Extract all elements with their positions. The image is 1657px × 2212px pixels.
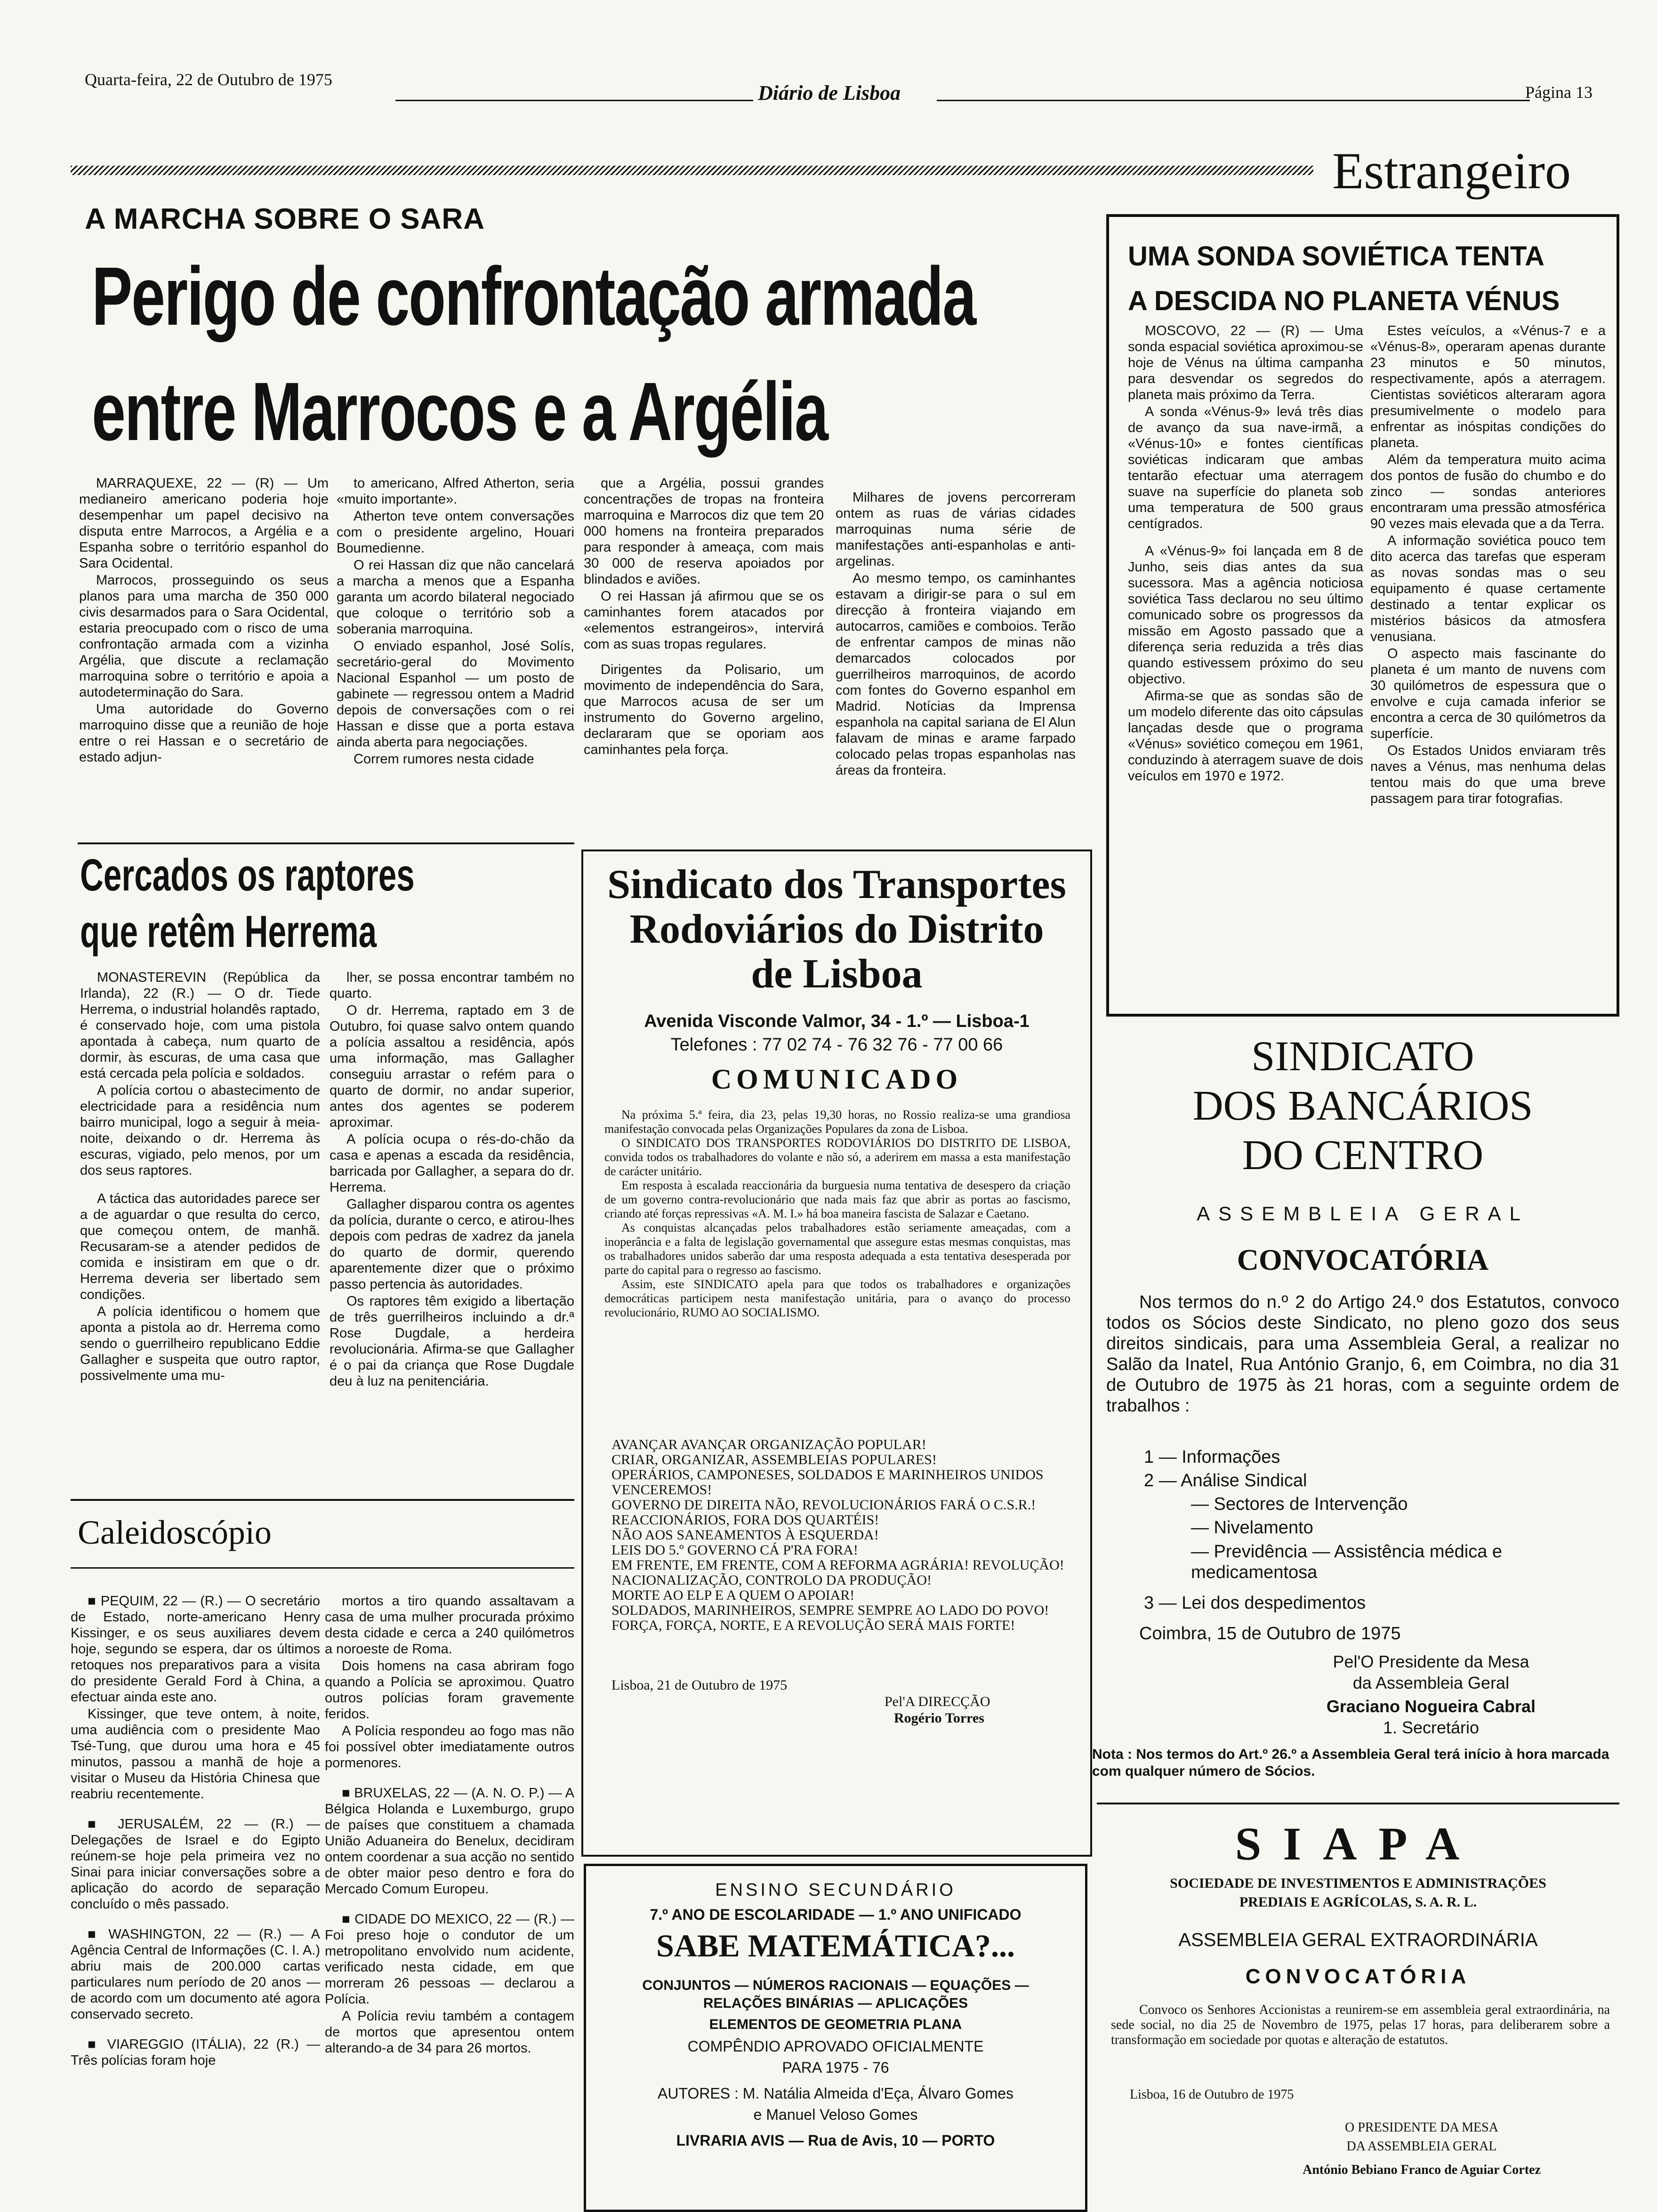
caleido-viareggio-cont-2: Dois homens na casa abriram fogo quando a Polícia se aproximou. Quatro outros polícias foram gravemente feridos. [325, 1659, 574, 1722]
bancarios-assembleia: ASSEMBLEIA GERAL [1197, 1202, 1529, 1225]
header-rule-left [395, 100, 753, 101]
venus-column-2 [1370, 323, 1606, 1001]
marcha-col2-p3: O rei Hassan diz que não cancelará a marcha a menos que a Espanha garanta um acordo bilateral negociado que coloque o território sob a soberania marroquina. [337, 558, 574, 637]
marcha-col1-p3: Uma autoridade do Governo marroquino disse que a reunião de hoje entre o rei Hassan e o secretário de estado adjun- [79, 702, 329, 765]
ensino-livraria: LIVRARIA AVIS — Rua de Avis, 10 — PORTO [676, 2132, 995, 2149]
herrema-col1-p3: A táctica das autoridades parece ser a de aguardar o que resulta do cerco, que começou ontem, de manhã. Recusaram-se a atender pedidos de comida e insistiram em que o dr. Herrema deveria ser libertado sem condições. [80, 1191, 320, 1302]
slogan-2: CRIAR, ORGANIZAR, ASSEMBLEIAS POPULARES! [611, 1452, 937, 1467]
marcha-column-2 [337, 475, 574, 838]
bancarios-item-2: 2 — Análise Sindical [1144, 1471, 1307, 1491]
marcha-col1-p2: Marrocos, prosseguindo os seus planos para uma marcha de 350 000 civis desarmados para o Sara Ocidental, estaria preocupado com o risco de uma confrontação armada com a vizinha Argélia, que discute a reclamação marroquina sobre o território e apoia a autodeterminação do Sara. [79, 573, 329, 700]
page-number: Página 13 [1525, 83, 1593, 102]
marcha-kicker: A MARCHA SOBRE O SARA [85, 203, 485, 235]
transportes-date: Lisboa, 21 de Outubro de 1975 [611, 1677, 788, 1693]
siapa-sign-2: DA ASSEMBLEIA GERAL [1346, 2139, 1497, 2154]
marcha-col4-p2: Ao mesmo tempo, os caminhantes estavam a dirigir-se para o sul em direcção à fronteira viajando em autocarros, camiões e comboios. Terão de enfrentar campos de minas não demarcados colocados por guerrilheiros marroquinos, de acordo com fontes do Governo espanhol em Madrid. Notícias da Imprensa espanhola na capital sariana de El Alun falavam de minas e arame farpado colocado pelas tropas espanholas nas áreas da fronteira. [836, 571, 1076, 778]
caleido-item-bruxelas: ■ BRUXELAS, 22 — (A. N. O. P.) — A Bélgica Holanda e Luxemburgo, grupo de países que constituem a chamada União Aduaneira do Benelux, decidiram ontem coordenar a sua acção no sentido de obter maior peso dentro e fora do Mercado Comum Europeu. [325, 1785, 574, 1897]
venus-col2-p5: Os Estados Unidos enviaram três naves a Vénus, mas nenhuma delas tentou mais do que uma breve passagem para tirar fotografias. [1370, 743, 1606, 806]
bancarios-sign-4: 1. Secretário [1383, 1718, 1480, 1737]
herrema-col2-p1: lher, se possa encontrar também no quarto. [330, 970, 574, 1001]
herrema-headline-1: Cercados os raptores [80, 850, 415, 900]
paper-name: Diário de Lisboa [758, 81, 901, 104]
bancarios-title-1: SINDICATO [1251, 1033, 1474, 1080]
marcha-col3-p3: Dirigentes da Polisario, um movimento de independência do Sara, que Marrocos acusa de ser um instrumento do Governo argelino, declararam que se oporiam aos caminhantes pela força. [584, 662, 824, 757]
caleidoscopio-top-rule [71, 1499, 574, 1501]
slogan-12: FORÇA, FORÇA, NORTE, E A REVOLUÇÃO SERÁ MAIS FORTE! [611, 1618, 1015, 1633]
caleidoscopio-title: Caleidoscópio [78, 1514, 272, 1551]
transportes-sign-1: Pel'A DIRECÇÃO [885, 1694, 990, 1709]
caleido-item-jerusalem: ■ JERUSALÉM, 22 — (R.) — Delegações de Israel e do Egipto reúnem-se hoje pela primeira vez no Sinai para iniciar conversações sobre a aplicação do acordo de separação concluído o mês passado. [71, 1816, 320, 1912]
venus-col2-p4: O aspecto mais fascinante do planeta é um manto de nuvens com 30 quilómetros de espessura que o envolve e cuja camada inferior se encontra a cerca de 30 quilómetros da superfície. [1370, 646, 1606, 741]
ensino-autores-2: e Manuel Veloso Gomes [753, 2106, 918, 2123]
transportes-ad-box [581, 850, 1092, 1857]
transportes-para-3: Em resposta à escalada reaccionária da burguesia numa tentativa de desespero da criação de um governo contra-revolucionário que nada mais faz que abrir as portas ao fascismo, criando até forças repressivas «A. M. I.» há boa maneira fascista de Salazar e Caetano. [604, 1178, 1070, 1220]
venus-col1-p3: A «Vénus-9» foi lançada em 8 de Junho, seis dias antes da sua sucessora. Mas a agência noticiosa soviética Tass declarou no seu último comunicado sobre os progressos da missão em Agosto passado que a diferença seria reduzida a três dias quando estivessem próximo do seu objectivo. [1128, 544, 1363, 687]
herrema-column-1 [80, 970, 320, 1487]
marcha-col2-p1: to americano, Alfred Atherton, seria «muito importante». [337, 476, 574, 507]
bancarios-item-6: 3 — Lei dos despedimentos [1144, 1593, 1366, 1613]
marcha-column-1 [79, 475, 329, 838]
venus-column-1 [1128, 323, 1363, 1001]
siapa-sub-1: SOCIEDADE DE INVESTIMENTOS E ADMINISTRAÇÕES [1170, 1875, 1546, 1891]
transportes-comunicado: COMUNICADO [711, 1064, 963, 1095]
bancarios-item-4: — Nivelamento [1191, 1518, 1313, 1538]
herrema-col1-p2: A polícia cortou o abastecimento de electricidade para a residência num bairro municipal, logo a seguir à meia-noite, deixando o dr. Herrema às escuras, vigiado, pelo menos, por um dos seus raptores. [80, 1083, 320, 1178]
ensino-title: SABE MATEMÁTICA?... [656, 1928, 1015, 1964]
transportes-para-1: Na próxima 5.ª feira, dia 23, pelas 19,30 horas, no Rossio realiza-se uma grandiosa manifestação convocada pelas Organizações Populares da zona de Lisboa. [604, 1108, 1070, 1136]
herrema-col1-p4: A polícia identificou o homem que aponta a pistola ao dr. Herrema como sendo o guerrilheiro republicano Eddie Gallagher e suspeita que outro raptor, possivelmente uma mu- [80, 1304, 320, 1383]
slogan-10: MORTE AO ELP E A QUEM O APOIAR! [611, 1587, 855, 1603]
ensino-line-1: ENSINO SECUNDÁRIO [715, 1880, 956, 1900]
slogan-5: REACCIONÁRIOS, FORA DOS QUARTÉIS! [611, 1512, 879, 1528]
herrema-col2-p2: O dr. Herrema, raptado em 3 de Outubro, foi quase salvo ontem quando a polícia assaltou a residência, após uma informação, mas Gallagher conseguiu arrastar o refém para o quarto de dormir, no andar superior, antes dos agentes se poderem aproximar. [330, 1003, 574, 1130]
ensino-topics-2: ELEMENTOS DE GEOMETRIA PLANA [709, 2017, 962, 2032]
marcha-headline-1: Perigo de confrontação armada [92, 250, 975, 343]
marcha-col4-p1: Milhares de jovens percorreram ontem as ruas de várias cidades marroquinas numa série de manifestações anti-espanholas e anti-argelinas. [836, 490, 1076, 569]
caleido-item-pequim: ■ PEQUIM, 22 — (R.) — O secretário de Estado, norte-americano Henry Kissinger, e os seus auxiliares devem hoje, segundo se espera, dar os últimos retoques nos preparativos para a visita do presidente Gerald Ford à China, a efectuar ainda este ano. [71, 1593, 320, 1705]
venus-col1-p4: Afirma-se que as sondas são de um modelo diferente das oito cápsulas lançadas desde que o programa «Vénus» soviético começou em 1961, conduzindo à aterragem suave de dois veículos em 1970 e 1972. [1128, 689, 1363, 784]
transportes-body [604, 1108, 1070, 1433]
page-date: Quarta-feira, 22 de Outubro de 1975 [85, 70, 332, 89]
caleido-viareggio-cont-3: A Polícia respondeu ao fogo mas não foi possível obter imediatamente outros pormenores. [325, 1723, 574, 1771]
transportes-para-5: Assim, este SINDICATO apela para que todos os trabalhadores e organizações democráticas participem nesta manifestação unitária, para o avanço do processo revolucionário, RUMO AO SOCIALISMO. [604, 1277, 1070, 1319]
transportes-address: Avenida Visconde Valmor, 34 - 1.º — Lisboa-1 [644, 1011, 1030, 1031]
venus-headline-1: UMA SONDA SOVIÉTICA TENTA [1128, 241, 1545, 272]
transportes-slogans [611, 1437, 1070, 1670]
siapa-date: Lisboa, 16 de Outubro de 1975 [1130, 2087, 1294, 2102]
caleido-item-mexico: ■ CIDADE DO MEXICO, 22 — (R.) — Foi preso hoje o condutor de um metropolitano envolvido num acidente, verificado nesta cidade, em que morreram 26 pessoas — declarou a Polícia. [325, 1911, 574, 2007]
transportes-title-2: Rodoviários do Distrito [629, 906, 1044, 952]
bancarios-sign-3: Graciano Nogueira Cabral [1326, 1697, 1536, 1716]
bancarios-item-1: 1 — Informações [1144, 1447, 1280, 1467]
bancarios-sign-2: da Assembleia Geral [1352, 1673, 1510, 1692]
herrema-col1-p1: MONASTEREVIN (República da Irlanda), 22 (R.) — O dr. Tiede Herrema, o industrial holandês raptado, é conservado hoje, com uma pistola apontada à cabeça, num quarto de dormir, às escuras, de uma casa que está cercada pela polícia e soldados. [80, 970, 320, 1081]
bancarios-date: Coimbra, 15 de Outubro de 1975 [1139, 1624, 1401, 1643]
slogan-9: NACIONALIZAÇÃO, CONTROLO DA PRODUÇÃO! [611, 1572, 932, 1588]
marcha-headline-2: entre Marrocos e a Argélia [92, 366, 828, 458]
slogan-3: OPERÁRIOS, CAMPONESES, SOLDADOS E MARINHEIROS UNIDOS VENCEREMOS! [611, 1467, 1044, 1498]
herrema-column-2 [330, 970, 574, 1487]
venus-col2-p1: Estes veículos, a «Vénus-7 e a «Vénus-8», operaram apenas durante 23 minutos e 50 minutos, respectivamente, após a aterragem. Cientistas soviéticos alteraram agora presumivelmente o modelo para enfrentar as inóspitas condições do planeta. [1370, 323, 1606, 450]
transportes-title-3: de Lisboa [751, 951, 923, 997]
venus-col2-p2: Além da temperatura muito acima dos pontos de fusão do chumbo e do zinco — sondas anteriores encontraram uma pressão atmosférica 90 vezes mais elevada que a da Terra. [1370, 452, 1606, 531]
venus-col2-p3: A informação soviética pouco tem dito acerca das tarefas que esperam as novas sondas mas o seu equipamento é quase certamente destinado a tentar explicar os mistérios básicos da atmosfera venusiana. [1370, 533, 1606, 644]
caleido-viareggio-cont-1: mortos a tiro quando assaltavam a casa de uma mulher procurada próximo desta cidade e cerca a 240 quilómetros a noroeste de Roma. [325, 1594, 574, 1657]
marcha-col3-p2: O rei Hassan já afirmou que se os caminhantes forem atacados por «elementos estrangeiros», intervirá com as suas tropas regulares. [584, 589, 824, 652]
marcha-col1-p1: MARRAQUEXE, 22 — (R) — Um medianeiro americano poderia hoje desempenhar um papel decisivo na disputa entre Marrocos, a Argélia e a Espanha sobre o território espanhol do Sara Ocidental. [79, 476, 329, 571]
siapa-sub-2: PREDIAIS E AGRÍCOLAS, S. A. R. L. [1239, 1894, 1477, 1910]
ensino-compendio-2: PARA 1975 - 76 [782, 2059, 889, 2076]
slogan-7: LEIS DO 5.º GOVERNO CÁ P'RA FORA! [611, 1542, 858, 1558]
transportes-para-2: O SINDICATO DOS TRANSPORTES RODOVIÁRIOS DO DISTRITO DE LISBOA, convida todos os trabalhadores do volante e não só, a aderirem em massa a esta manifestação de carácter unitário. [604, 1136, 1070, 1178]
herrema-headline-2: que retêm Herrema [80, 906, 377, 957]
venus-headline-2: A DESCIDA NO PLANETA VÉNUS [1128, 286, 1560, 316]
venus-article-box [1106, 214, 1619, 1017]
bancarios-title-3: DO CENTRO [1242, 1132, 1484, 1178]
marcha-column-3 [584, 475, 824, 838]
marcha-col2-p4: O enviado espanhol, José Solís, secretário-geral do Movimento Nacional Espanhol — um posto de gabinete — regressou ontem a Madrid depois de conversações com o rei Hassan e disse que a porta estava ainda aberta para negociações. [337, 639, 574, 750]
header-rule-right [937, 100, 1530, 101]
transportes-para-4: As conquistas alcançadas pelos trabalhadores estão seriamente ameaçadas, com a inoperância e a falta de legislação governamental que assegure estas mesmas conquistas, mas os trabalhadores unidos saberão dar uma resposta adequada a esta tentativa desesperada por parte do capital para o regresso ao fascismo. [604, 1221, 1070, 1277]
caleido-mexico-cont: A Polícia reviu também a contagem de mortos que apresentou ontem alterando-a de 34 para 26 mortos. [325, 2009, 574, 2056]
bancarios-sign-1: Pel'O Presidente da Mesa [1333, 1652, 1529, 1671]
bancarios-intro: Nos termos do n.º 2 do Artigo 24.º dos Estatutos, convoco todos os Sócios deste Sindicato, no pleno gozo dos seus direitos sindicais, para uma Assembleia Geral, a realizar no Salão da Inatel, Rua António Granjo, 6, em Coimbra, no dia 31 de Outubro de 1975 às 21 horas, com a seguinte ordem de trabalhos : [1106, 1292, 1619, 1416]
marcha-col2-p2: Atherton teve ontem conversações com o presidente argelino, Houari Boumedienne. [337, 509, 574, 556]
marcha-col2-p5: Correm rumores nesta cidade [354, 752, 534, 767]
siapa-title: SIAPA [1235, 1818, 1481, 1870]
ensino-line-2: 7.º ANO DE ESCOLARIDADE — 1.º ANO UNIFICADO [650, 1906, 1022, 1923]
marcha-column-4 [836, 489, 1076, 838]
ensino-compendio-1: COMPÊNDIO APROVADO OFICIALMENTE [687, 2038, 984, 2055]
bancarios-item-3: — Sectores de Intervenção [1191, 1494, 1408, 1514]
bancarios-bottom-rule [1097, 1803, 1619, 1804]
siapa-text: Convoco os Senhores Accionistas a reunirem-se em assembleia geral extraordinária, na sede social, no dia 25 de Novembro de 1975, pelas 17 horas, para deliberarem sobre a transformação em sociedade por quotas e alteração de estatutos. [1111, 2003, 1610, 2047]
siapa-assembleia: ASSEMBLEIA GERAL EXTRAORDINÁRIA [1178, 1930, 1538, 1950]
ensino-autores-1: AUTORES : M. Natália Almeida d'Eça, Álvaro Gomes [657, 2085, 1014, 2102]
caleido-item-washington: ■ WASHINGTON, 22 — (R.) — A Agência Central de Informações (C. I. A.) abriu mais de 200.000 cartas particulares num período de 20 anos — de acordo com um documento até agora conservado secreto. [71, 1926, 320, 2022]
herrema-col2-p4: Gallagher disparou contra os agentes da polícia, durante o cerco, e atirou-lhes depois com pedras de xadrez da janela do quarto de dormir, querendo aparentemente dizer que o próximo passo pertencia às autoridades. [330, 1197, 574, 1292]
slogan-4: GOVERNO DE DIREITA NÃO, REVOLUCIONÁRIOS FARÁ O C.S.R.! [611, 1497, 1036, 1513]
caleidoscopio-column-1 [71, 1593, 320, 2210]
slogan-1: AVANÇAR AVANÇAR ORGANIZAÇÃO POPULAR! [611, 1437, 926, 1452]
caleidoscopio-column-2 [325, 1593, 574, 2210]
ensino-ad-box [584, 1864, 1087, 2212]
slogan-8: EM FRENTE, EM FRENTE, COM A REFORMA AGRÁRIA! REVOLUÇÃO! [611, 1557, 1064, 1573]
herrema-col2-p3: A polícia ocupa o rés-do-chão da casa e apenas a escada da residência, barricada por Gallagher, a separa do dr. Herrema. [330, 1132, 574, 1195]
bancarios-title-2: DOS BANCÁRIOS [1192, 1082, 1533, 1129]
caleidoscopio-title-rule [71, 1567, 574, 1569]
siapa-sign-1: O PRESIDENTE DA MESA [1345, 2120, 1498, 2135]
herrema-col2-p5: Os raptores têm exigido a libertação de três guerrilheiros incluindo a dr.ª Rose Dugdale, a herdeira revolucionária. Afirma-se que Gallagher é o pai da criança que Rose Dugdale deu à luz na penitenciária. [330, 1294, 574, 1389]
caleido-item-pequim-cont: Kissinger, que teve ontem, à noite, uma audiência com o presidente Mao Tsé-Tung, que durou uma hora e 45 minutos, passou a manhã de hoje a visitar o Museu da História Chinesa que reabriu recentemente. [71, 1707, 320, 1802]
slogan-6: NÃO AOS SANEAMENTOS À ESQUERDA! [611, 1527, 879, 1543]
section-hatch-band [71, 166, 1313, 175]
section-title: Estrangeiro [1332, 142, 1571, 200]
ensino-topics-1: CONJUNTOS — NÚMEROS RACIONAIS — EQUAÇÕES — RELAÇÕES BINÁRIAS — APLICAÇÕES [642, 1978, 1029, 2011]
transportes-phones: Telefones : 77 02 74 - 76 32 76 - 77 00 66 [670, 1035, 1003, 1055]
siapa-sign-3: António Bebiano Franco de Aguiar Cortez [1303, 2163, 1541, 2177]
transportes-title-1: Sindicato dos Transportes [607, 862, 1066, 907]
bancarios-nota: Nota : Nos termos do Art.º 26.º a Assembleia Geral terá início à hora marcada com qualquer número de Sócios. [1092, 1747, 1609, 1779]
herrema-top-rule [78, 842, 574, 844]
slogan-11: SOLDADOS, MARINHEIROS, SEMPRE SEMPRE AO LADO DO POVO! [611, 1603, 1049, 1618]
transportes-sign-2: Rogério Torres [894, 1710, 984, 1726]
marcha-col3-p1: que a Argélia, possui grandes concentrações de tropas na fronteira marroquina e Marrocos diz que tem 20 000 homens na fronteira preparados para responder à ameaça, com mais 30 000 de reserva apoiados por blindados e aviões. [584, 476, 824, 587]
venus-col1-p2: A sonda «Vénus-9» levá três dias de avanço da sua nave-irmã, a «Vénus-10» e fontes científicas soviéticas indicaram que ambas tentarão efectuar uma aterragem suave na superfície do planeta sob uma temperatura de 500 graus centígrados. [1128, 404, 1363, 531]
venus-col1-p1: MOSCOVO, 22 — (R) — Uma sonda espacial soviética aproximou-se hoje de Vénus na última campanha para desvendar os segredos do planeta mais próximo da Terra. [1128, 323, 1363, 402]
siapa-convocatoria: CONVOCATÓRIA [1245, 1965, 1471, 1988]
bancarios-convocatoria: CONVOCATÓRIA [1237, 1243, 1489, 1276]
bancarios-item-5: — Previdência — Assistência médica e medicamentosa [1191, 1542, 1503, 1582]
caleido-item-viareggio: ■ VIAREGGIO (ITÁLIA), 22 (R.) — Três polícias foram hoje [71, 2036, 320, 2068]
